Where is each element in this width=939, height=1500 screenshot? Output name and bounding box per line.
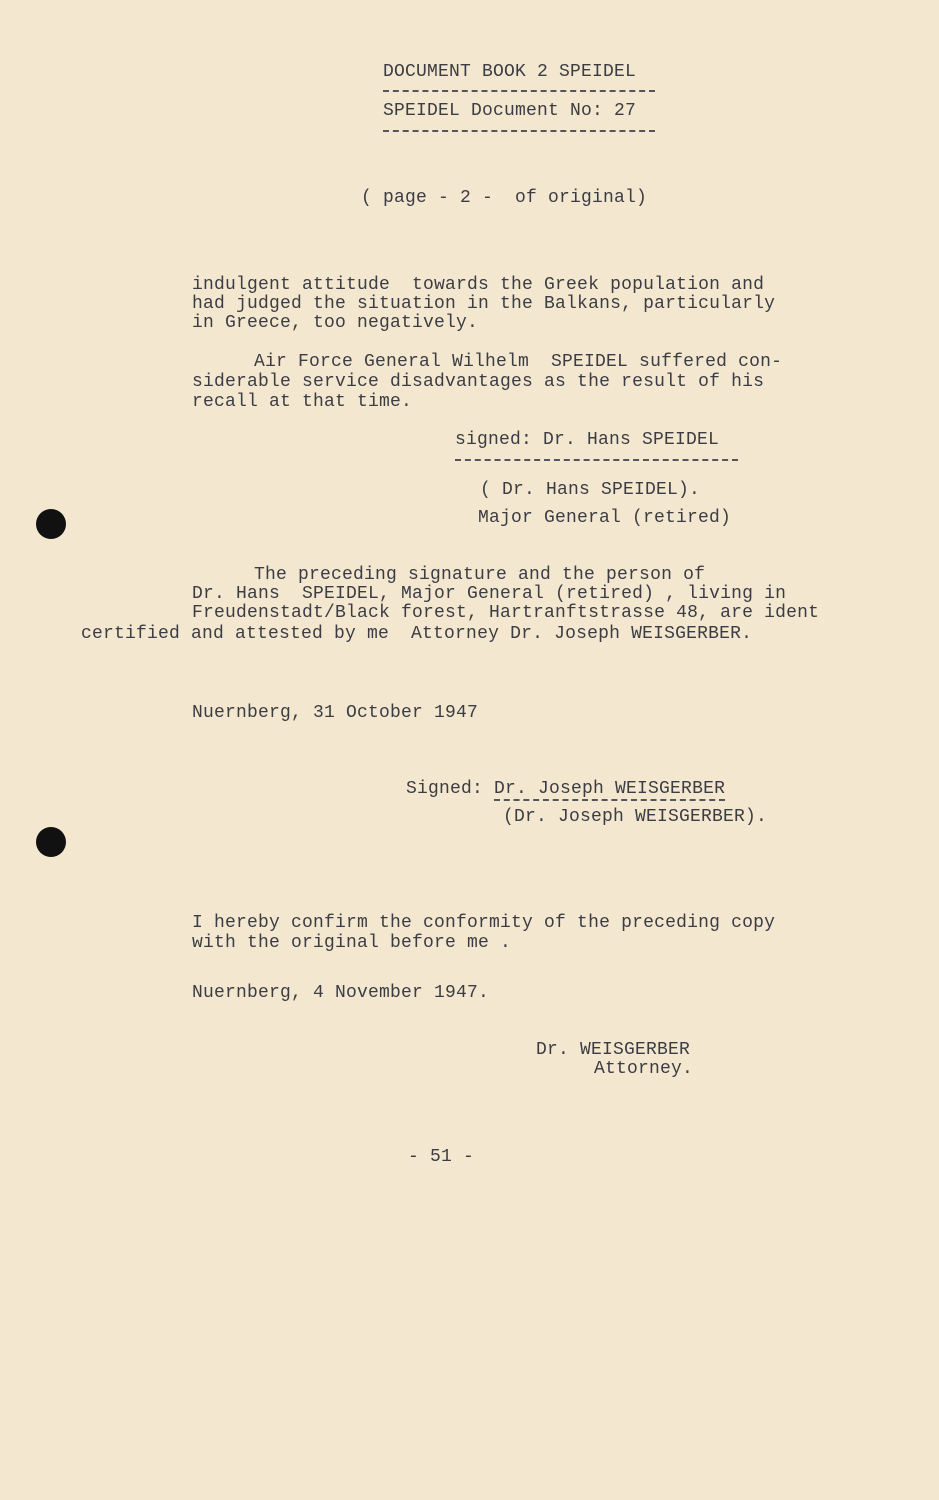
paragraph-2-line-3: recall at that time. xyxy=(192,392,413,412)
signature-2-name: (Dr. Joseph WEISGERBER). xyxy=(503,807,768,827)
page-number: - 51 - xyxy=(408,1147,475,1167)
paragraph-1-line-2: had judged the situation in the Balkans, particularly xyxy=(192,294,776,314)
signature-3-name: Dr. WEISGERBER xyxy=(536,1040,691,1060)
signature-1-signed-line: signed: Dr. Hans SPEIDEL xyxy=(455,430,720,450)
paragraph-1-line-1: indulgent attitude towards the Greek population and xyxy=(192,275,765,295)
date-1: Nuernberg, 31 October 1947 xyxy=(192,703,479,723)
page-note: ( page - 2 - of original) xyxy=(361,188,648,208)
signature-3-title: Attorney. xyxy=(594,1059,694,1079)
signature-1-rank: Major General (retired) xyxy=(478,508,732,528)
confirmation-line-2: with the original before me . xyxy=(192,933,512,953)
certification-line-1: The preceding signature and the person of xyxy=(254,565,706,585)
punch-hole-top xyxy=(36,509,66,539)
title-underline xyxy=(383,90,655,92)
certification-line-4: certified and attested by me Attorney Dr. Joseph WEISGERBER. xyxy=(81,624,753,644)
signature-2-line xyxy=(406,780,725,800)
signature-2-signed-name: Dr. Joseph WEISGERBER xyxy=(494,779,726,799)
punch-hole-bottom xyxy=(36,827,66,857)
document-number: SPEIDEL Document No: 27 xyxy=(383,101,637,121)
paragraph-2-line-2: siderable service disadvantages as the result of his xyxy=(192,372,765,392)
signature-1-name: ( Dr. Hans SPEIDEL). xyxy=(480,480,701,500)
confirmation-line-1: I hereby confirm the conformity of the preceding copy xyxy=(192,913,776,933)
paragraph-1-line-3: in Greece, too negatively. xyxy=(192,313,479,333)
signature-1-underline xyxy=(455,459,738,461)
certification-line-3: Freudenstadt/Black forest, Hartranftstrasse 48, are ident xyxy=(192,603,820,623)
certification-line-2: Dr. Hans SPEIDEL, Major General (retired) , living in xyxy=(192,584,787,604)
paragraph-2-line-1: Air Force General Wilhelm SPEIDEL suffered con- xyxy=(254,352,783,372)
number-underline xyxy=(383,130,655,132)
signature-2-prefix: Signed: xyxy=(406,779,484,799)
date-2: Nuernberg, 4 November 1947. xyxy=(192,983,490,1003)
document-title: DOCUMENT BOOK 2 SPEIDEL xyxy=(383,62,637,82)
